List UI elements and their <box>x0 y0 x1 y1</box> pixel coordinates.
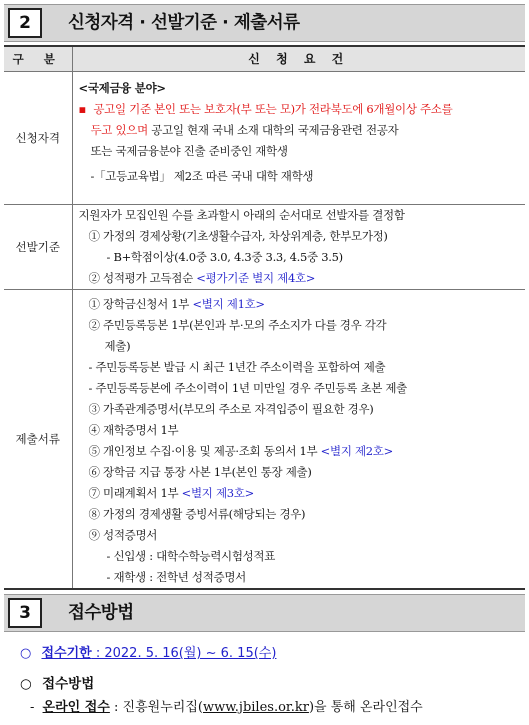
circle-bullet-icon: ○ <box>20 676 32 692</box>
documents-label: 제출서류 <box>4 289 72 589</box>
doc-4: ④ 재학증명서 1부 <box>88 422 179 437</box>
section-number: 2 <box>8 8 42 38</box>
eligibility-line-3: 또는 국제금융분야 진출 준비중인 재학생 <box>90 143 288 158</box>
table-header-row <box>4 46 525 71</box>
doc-7-ref: <별지 제3호> <box>181 485 254 500</box>
doc-1-ref: <별지 제1호> <box>192 296 265 311</box>
doc-9-sub-2: - 재학생 : 전학년 성적증명서 <box>106 569 246 584</box>
section-number: 3 <box>8 598 42 628</box>
eligibility-label: 신청자격 <box>4 71 72 204</box>
doc-2-sub-1: - 주민등록등본 발급 시 최근 1년간 주소이력을 포함하여 제출 <box>88 359 386 374</box>
eligibility-line-2-red: 두고 있으며 <box>90 122 148 137</box>
doc-5-ref: <별지 제2호> <box>320 443 393 458</box>
documents-row <box>4 289 525 589</box>
online-text-tail: )을 통해 온라인접수 <box>308 700 423 715</box>
dash: - <box>30 700 35 715</box>
website-link[interactable]: www.jbiles.or.kr <box>202 700 309 715</box>
selection-line-1: 지원자가 모집인원 수를 초과할시 아래의 순서대로 선발자를 결정함 <box>78 207 405 222</box>
doc-9-sub-1: - 신입생 : 대학수학능력시험성적표 <box>106 548 276 563</box>
circle-bullet-icon: ○ <box>20 646 32 661</box>
requirements-table <box>4 45 525 590</box>
doc-1: ① 장학금신청서 1부 <box>88 296 193 311</box>
header-category: 구 분 <box>4 46 72 71</box>
doc-9: ⑨ 성적증명서 <box>88 527 158 542</box>
doc-3: ③ 가족관계증명서(부모의 주소로 자격입증이 필요한 경우) <box>88 401 374 416</box>
application-method <box>20 672 94 692</box>
doc-6: ⑥ 장학금 지급 통장 사본 1부(본인 통장 제출) <box>88 464 312 479</box>
separator: : <box>109 700 123 715</box>
doc-5: ⑤ 개인정보 수집·이용 및 제공·조회 동의서 1부 <box>88 443 321 458</box>
header-requirements: 신 청 요 건 <box>72 46 525 71</box>
section-title: 접수방법 <box>68 603 134 623</box>
eligibility-content <box>72 71 525 204</box>
method-label: 접수방법 <box>42 676 95 692</box>
selection-label: 선발기준 <box>4 204 72 289</box>
eligibility-heading: <국제금융 분야> <box>78 80 166 95</box>
evaluation-criteria-ref: <평가기준 별지 제4호> <box>196 270 316 285</box>
period-value: : 2022. 5. 16(월) ~ 6. 15(수) <box>91 646 277 661</box>
section-title: 신청자격 · 선발기준 · 제출서류 <box>68 13 300 33</box>
documents-content <box>72 289 525 589</box>
doc-2-sub-2: - 주민등록등본에 주소이력이 1년 미만일 경우 주민등록 초본 제출 <box>88 380 407 395</box>
section-2-header <box>4 4 525 42</box>
selection-line-2: ① 가정의 경제상황(기초생활수급자, 차상위계층, 한부모가정) <box>88 228 388 243</box>
doc-2-cont: 제출) <box>104 338 131 353</box>
doc-2: ② 주민등록등본 1부(본인과 부·모의 주소지가 다를 경우 각각 <box>88 317 387 332</box>
selection-row <box>4 204 525 289</box>
period-label: 접수기한 <box>41 646 92 661</box>
eligibility-row <box>4 71 525 204</box>
selection-line-3: - B+학점이상(4.0중 3.0, 4.3중 3.3, 4.5중 3.5) <box>106 249 343 264</box>
section-3-header <box>4 594 525 632</box>
eligibility-line-1: 공고일 기준 본인 또는 보호자(부 또는 모)가 전라북도에 6개월이상 주소를 <box>93 101 453 116</box>
selection-line-4: ② 성적평가 고득점순 <box>88 270 197 285</box>
online-application <box>30 696 423 715</box>
eligibility-line-4: -「고등교육법」 제2조 따른 국내 대학 재학생 <box>90 168 314 183</box>
bullet-icon: ▪ <box>78 101 86 116</box>
application-period <box>20 642 276 661</box>
online-text: 진흥원누리집( <box>122 700 203 715</box>
eligibility-line-2: 공고일 현재 국내 소재 대학의 국제금융관련 전공자 <box>147 122 399 137</box>
selection-content <box>72 204 525 289</box>
online-label: 온라인 접수 <box>42 700 110 715</box>
doc-7: ⑦ 미래계획서 1부 <box>88 485 182 500</box>
doc-8: ⑧ 가정의 경제생활 증빙서류(해당되는 경우) <box>88 506 306 521</box>
